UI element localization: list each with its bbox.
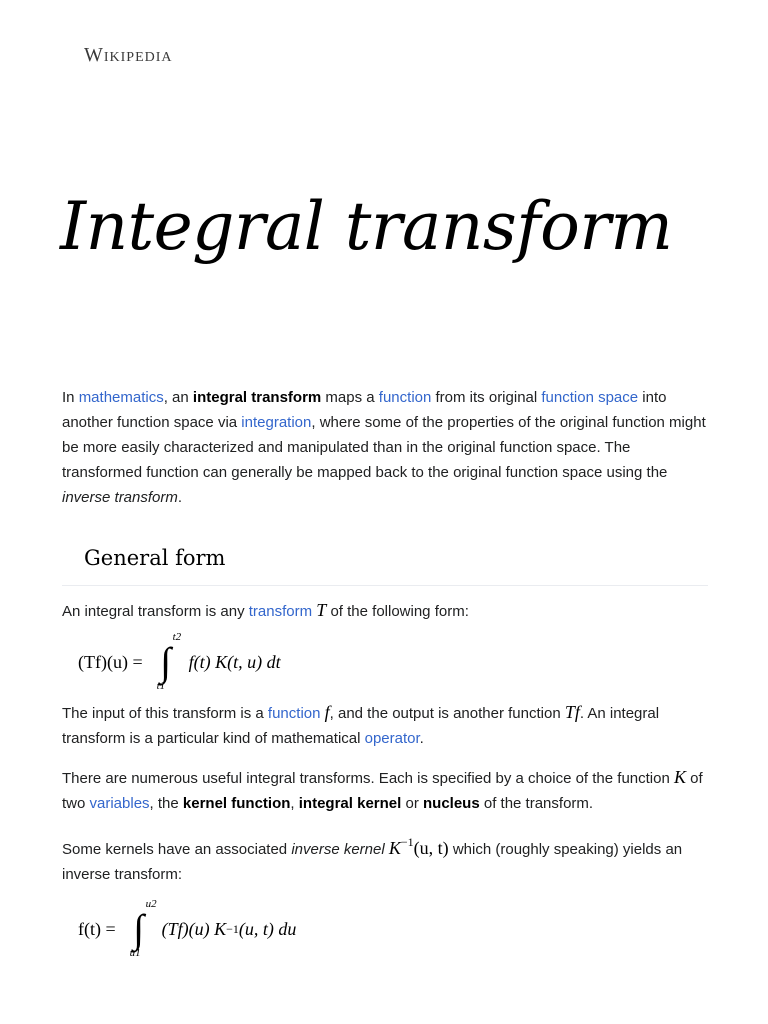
text: . [419,730,424,747]
text: In [62,389,79,406]
text: maps a [321,389,379,406]
italic-inverse-transform: inverse transform [62,489,178,506]
link-function-2[interactable]: function [267,705,321,722]
text: which (roughly speaking) yields an inverse transform: [62,841,683,883]
formula-lhs: (Tf)(u) = [78,651,143,672]
math-T: T [316,600,327,620]
text: The input of this transform is a [62,705,268,722]
bold-integral-transform: integral transform [192,389,322,406]
math-f: f [324,702,330,722]
formula2-integrand-b: (u, t) du [238,918,297,939]
text: . [177,489,183,506]
lower-limit: t1 [156,680,166,692]
integral-sign-2: ∫ u2 u1 [129,898,157,959]
paragraph-definition [62,598,708,624]
integral-sign: ∫ t2 t1 [156,631,182,692]
upper-limit: t2 [172,631,182,643]
math-K-sup: −1 [400,835,414,849]
math-K-inverse [388,835,449,858]
text: . An integral transform is a particular kind of mathematical [62,705,660,747]
formula-inverse-transform [78,897,708,961]
link-mathematics[interactable]: mathematics [78,389,164,406]
section-divider [62,585,708,586]
formula-integrand: f(t) K(t, u) dt [188,651,281,672]
text: , an [163,389,193,406]
link-variables[interactable]: variables [89,795,150,812]
italic-inverse-kernel: inverse kernel [291,841,385,858]
text: or [401,795,423,812]
link-integration[interactable]: integration [241,414,312,431]
text: into another function space via [62,389,667,431]
text: , [290,795,299,812]
lower-limit-2: u1 [129,947,141,959]
math-K-args: (u, t) [413,838,449,858]
math-K: K [673,767,686,787]
wikipedia-logo[interactable]: Wikipedia [84,44,173,66]
bold-kernel-function: kernel function [182,795,291,812]
text: There are numerous useful integral transforms. Each is specified by a choice of the function [62,770,674,787]
upper-limit-2: u2 [145,898,157,910]
text: An integral transform is any [62,603,249,620]
text: from its original [431,389,542,406]
math-Tf: Tf [564,702,580,722]
bold-nucleus: nucleus [423,795,480,812]
paragraph-kernel [62,765,708,816]
page-title: Integral transform [60,188,673,265]
link-transform[interactable]: transform [248,603,313,620]
section-heading-general-form: General form [84,546,226,570]
formula2-sup: −1 [226,921,239,936]
text: of the following form: [326,603,469,620]
link-operator[interactable]: operator [364,730,420,747]
math-K-base: K [388,838,401,858]
formula-integral-transform [78,630,708,694]
paragraph-inverse-kernel [62,830,708,887]
bold-integral-kernel: integral kernel [298,795,402,812]
text: , where some of the properties of the original function might be more easily characterized and manipulated than in the original function space. The transformed function can generally be mapped back to the original function space using the [62,414,706,481]
text: , and the output is another function [329,705,565,722]
article-body [62,385,708,967]
paragraph-input-output [62,700,708,751]
link-function[interactable]: function [378,389,432,406]
text: , the [149,795,183,812]
text: Some kernels have an associated [62,841,292,858]
text: of the transform. [479,795,594,812]
formula2-lhs: f(t) = [78,918,116,939]
formula2-integrand-a: (Tf)(u) K [161,918,227,939]
link-function-space[interactable]: function space [541,389,639,406]
intro-paragraph [62,385,708,510]
text: of two [62,770,703,812]
